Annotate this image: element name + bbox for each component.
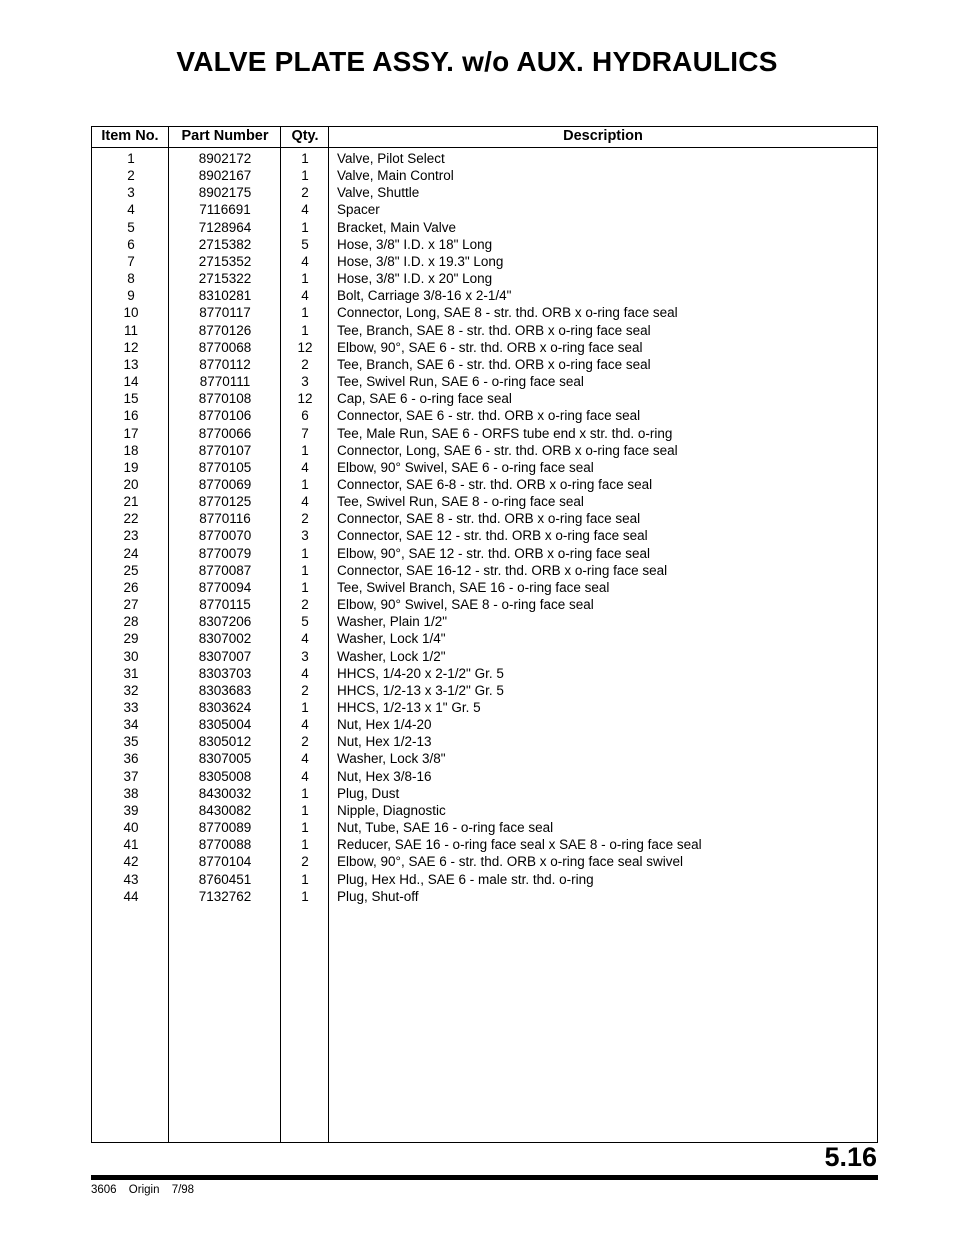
part-number-cell: 8430032	[198, 785, 252, 801]
qty-cell: 2	[301, 511, 309, 527]
item-no-cell: 2	[127, 168, 135, 184]
item-no-cell: 29	[123, 631, 139, 647]
part-number-cell: 8307206	[198, 614, 252, 630]
description-cell: Washer, Plain 1/2"	[337, 614, 448, 630]
item-no-cell: 12	[123, 339, 139, 355]
qty-cell: 6	[301, 408, 309, 424]
item-no-cell: 24	[123, 545, 139, 561]
qty-cell: 1	[301, 837, 309, 853]
part-number-cell: 8770089	[198, 820, 252, 836]
description-cell: Nut, Hex 3/8-16	[337, 768, 432, 784]
item-no-cell: 36	[123, 751, 139, 767]
part-number-cell: 8307005	[198, 751, 252, 767]
part-number-cell: 2715322	[198, 271, 252, 287]
item-no-cell: 39	[123, 802, 139, 818]
item-no-cell: 9	[127, 288, 135, 304]
description-cell: Nut, Hex 1/4-20	[337, 717, 432, 733]
description-cell: Connector, SAE 6 - str. thd. ORB x o-ring face seal	[337, 408, 641, 424]
part-number-cell: 8770115	[199, 597, 251, 613]
item-no-cell: 3	[127, 185, 135, 201]
qty-cell: 1	[301, 579, 309, 595]
part-number-cell: 7116691	[199, 202, 251, 218]
part-number-cell: 8770104	[198, 854, 252, 870]
item-no-cell: 5	[127, 219, 135, 235]
qty-cell: 4	[301, 459, 309, 475]
qty-cell: 1	[301, 820, 309, 836]
item-no-cell: 37	[123, 768, 139, 784]
part-number-cell: 8770106	[198, 408, 252, 424]
item-no-cell: 35	[123, 734, 139, 750]
qty-cell: 1	[301, 871, 309, 887]
qty-cell: 1	[301, 785, 309, 801]
qty-cell: 4	[301, 202, 309, 218]
description-cell: Tee, Male Run, SAE 6 - ORFS tube end x str. thd. o-ring	[337, 425, 673, 441]
qty-cell: 5	[301, 236, 309, 252]
parts-table	[91, 126, 878, 1143]
qty-cell: 2	[301, 356, 309, 372]
part-number-cell: 8770116	[199, 511, 251, 527]
item-no-cell: 8	[127, 271, 135, 287]
description-cell: Nut, Tube, SAE 16 - o-ring face seal	[337, 820, 554, 836]
qty-cell: 4	[301, 494, 309, 510]
part-number-cell: 2715352	[198, 253, 252, 269]
item-no-cell: 27	[123, 597, 139, 613]
item-no-cell: 19	[123, 459, 139, 475]
qty-cell: 3	[301, 648, 309, 664]
part-number-cell: 8770112	[199, 356, 251, 372]
part-number-cell: 8770126	[198, 322, 252, 338]
footer-model: 3606	[91, 1184, 117, 1196]
qty-cell: 1	[301, 802, 309, 818]
item-no-cell: 23	[123, 528, 139, 544]
description-cell: Washer, Lock 1/2"	[337, 648, 446, 664]
item-no-cell: 31	[123, 665, 139, 681]
part-number-cell: 8770125	[198, 494, 252, 510]
part-number-cell: 8303703	[198, 665, 252, 681]
qty-cell: 1	[301, 168, 309, 184]
qty-cell: 1	[301, 271, 309, 287]
description-cell: Hose, 3/8" I.D. x 20" Long	[337, 271, 493, 287]
qty-cell: 3	[301, 374, 309, 390]
part-number-cell: 8305008	[198, 768, 252, 784]
item-no-cell: 26	[123, 579, 139, 595]
item-no-cell: 1	[127, 151, 135, 166]
description-cell: Elbow, 90°, SAE 6 - str. thd. ORB x o-ring face seal swivel	[337, 854, 684, 870]
description-header: Description	[329, 127, 877, 148]
description-column	[328, 127, 877, 1142]
item-no-cell: 28	[123, 614, 139, 630]
description-cell: Plug, Shut-off	[337, 888, 419, 904]
part-number-cell: 8770087	[198, 562, 252, 578]
description-cell: Elbow, 90°, SAE 12 - str. thd. ORB x o-ring face seal	[337, 545, 651, 561]
part-number-cell: 7132762	[198, 888, 252, 904]
description-cell: HHCS, 1/2-13 x 3-1/2" Gr. 5	[337, 682, 504, 698]
description-cell: Plug, Dust	[337, 785, 400, 801]
part-number-cell: 8770111	[199, 374, 251, 390]
qty-cell: 1	[301, 888, 309, 904]
item-no-cell: 17	[123, 425, 139, 441]
item-no-cell: 7	[127, 253, 135, 269]
description-cell: Hose, 3/8" I.D. x 19.3" Long	[337, 253, 504, 269]
description-cell: Washer, Lock 3/8"	[337, 751, 446, 767]
part-number-cell: 8902172	[198, 151, 252, 166]
qty-cell: 2	[301, 734, 309, 750]
item-no-cell: 14	[123, 374, 139, 390]
qty-cell: 1	[301, 305, 309, 321]
part-number-cell: 8770107	[198, 442, 252, 458]
qty-cell: 1	[301, 545, 309, 561]
description-cell: Valve, Shuttle	[337, 185, 420, 201]
item-no-cell: 32	[123, 682, 139, 698]
qty-cell: 4	[301, 717, 309, 733]
item-no-cell: 11	[123, 322, 138, 338]
qty-cell: 4	[301, 253, 309, 269]
qty-cell: 7	[301, 425, 309, 441]
qty-cell: 2	[301, 185, 309, 201]
item-no-cell: 25	[123, 562, 139, 578]
part-number-cell: 8305012	[198, 734, 252, 750]
item-no-cell: 20	[123, 476, 139, 492]
part-number-cell: 8307007	[198, 648, 252, 664]
part-number-cell: 8770079	[198, 545, 252, 561]
description-cell: Connector, SAE 8 - str. thd. ORB x o-ring face seal	[337, 511, 641, 527]
description-cell: Connector, SAE 12 - str. thd. ORB x o-ring face seal	[337, 528, 648, 544]
qty-cell: 1	[301, 219, 309, 235]
description-cell: Hose, 3/8" I.D. x 18" Long	[337, 236, 493, 252]
description-cell: Elbow, 90° Swivel, SAE 6 - o-ring face seal	[337, 459, 594, 475]
part-number-cell: 8760451	[198, 871, 252, 887]
description-cell: Bolt, Carriage 3/8-16 x 2-1/4"	[337, 288, 512, 304]
footer-text	[91, 1184, 203, 1196]
item-no-cell: 13	[123, 356, 139, 372]
item-no-cell: 42	[123, 854, 139, 870]
item-no-cell: 38	[123, 785, 139, 801]
qty-cell: 1	[301, 700, 309, 715]
description-cell: Tee, Swivel Branch, SAE 16 - o-ring face seal	[337, 579, 610, 595]
qty-cell: 1	[301, 322, 309, 338]
item-no-cell: 15	[123, 391, 139, 407]
qty-cell: 2	[301, 597, 309, 613]
qty-cell: 1	[301, 562, 309, 578]
qty-cell: 2	[301, 682, 309, 698]
item-no-cell: 6	[127, 236, 135, 252]
description-cell: Connector, Long, SAE 8 - str. thd. ORB x o-ring face seal	[337, 305, 678, 321]
item-no-cell: 33	[123, 700, 139, 715]
qty-column	[280, 127, 329, 1142]
qty-cell: 4	[301, 665, 309, 681]
description-cell: Bracket, Main Valve	[337, 219, 457, 235]
description-cell: Valve, Main Control	[337, 168, 454, 184]
qty-header: Qty.	[281, 127, 329, 148]
description-cell: Washer, Lock 1/4"	[337, 631, 446, 647]
description-cell: Connector, SAE 6-8 - str. thd. ORB x o-ring face seal	[337, 476, 653, 492]
part-number-cell: 8770105	[198, 459, 252, 475]
item-no-column	[92, 127, 168, 1142]
description-cell: Connector, Long, SAE 6 - str. thd. ORB x o-ring face seal	[337, 442, 678, 458]
part-number-cell: 8770094	[198, 579, 252, 595]
part-number-cell: 2715382	[198, 236, 252, 252]
item-no-header: Item No.	[92, 127, 168, 148]
item-no-cell: 16	[123, 408, 139, 424]
description-cell: Elbow, 90° Swivel, SAE 8 - o-ring face seal	[337, 597, 594, 613]
description-cell: Nut, Hex 1/2-13	[337, 734, 432, 750]
part-number-cell: 8305004	[198, 717, 252, 733]
description-cell: Valve, Pilot Select	[337, 151, 445, 166]
part-number-cell: 8770069	[198, 476, 252, 492]
item-no-cell: 44	[123, 888, 139, 904]
part-number-column	[168, 127, 281, 1142]
item-no-cell: 43	[123, 871, 139, 887]
qty-cell: 2	[301, 854, 309, 870]
page-number: 5.16	[824, 1142, 877, 1172]
description-cell: Elbow, 90°, SAE 6 - str. thd. ORB x o-ring face seal	[337, 339, 643, 355]
description-cell: Reducer, SAE 16 - o-ring face seal x SAE 8 - o-ring face seal	[337, 837, 702, 853]
qty-cell: 1	[301, 442, 309, 458]
part-number-cell: 8307002	[198, 631, 252, 647]
item-no-cell: 34	[123, 717, 139, 733]
qty-cell: 4	[301, 288, 309, 304]
description-cell: Tee, Branch, SAE 8 - str. thd. ORB x o-ring face seal	[337, 322, 651, 338]
item-no-cell: 21	[123, 494, 139, 510]
qty-cell: 4	[301, 631, 309, 647]
description-cell: Nipple, Diagnostic	[337, 802, 446, 818]
part-number-cell: 8770070	[198, 528, 252, 544]
description-cell: Tee, Branch, SAE 6 - str. thd. ORB x o-ring face seal	[337, 356, 651, 372]
item-no-cell: 22	[123, 511, 139, 527]
qty-cell: 4	[301, 751, 309, 767]
description-cell: Cap, SAE 6 - o-ring face seal	[337, 391, 512, 407]
part-number-cell: 7128964	[198, 219, 252, 235]
part-number-cell: 8430082	[198, 802, 252, 818]
qty-cell: 5	[301, 614, 309, 630]
qty-cell: 4	[301, 768, 309, 784]
item-no-cell: 10	[123, 305, 139, 321]
part-number-cell: 8770088	[198, 837, 252, 853]
part-number-cell: 8303624	[198, 700, 252, 715]
description-cell: Plug, Hex Hd., SAE 6 - male str. thd. o-ring	[337, 871, 594, 887]
item-no-cell: 40	[123, 820, 139, 836]
part-number-cell: 8770066	[198, 425, 252, 441]
description-cell: Connector, SAE 16-12 - str. thd. ORB x o-ring face seal	[337, 562, 668, 578]
qty-cell: 12	[297, 391, 313, 407]
qty-cell: 1	[301, 151, 309, 166]
part-number-cell: 8902175	[198, 185, 252, 201]
part-number-cell: 8310281	[198, 288, 252, 304]
part-number-header: Part Number	[169, 127, 281, 148]
part-number-cell: 8303683	[198, 682, 252, 698]
page-title: VALVE PLATE ASSY. w/o AUX. HYDRAULICS	[176, 46, 778, 77]
item-no-cell: 30	[123, 648, 139, 664]
item-no-cell: 18	[123, 442, 139, 458]
item-no-cell: 4	[127, 202, 135, 218]
description-cell: HHCS, 1/2-13 x 1" Gr. 5	[337, 700, 481, 715]
qty-cell: 3	[301, 528, 309, 544]
qty-cell: 1	[301, 476, 309, 492]
qty-cell: 12	[297, 339, 313, 355]
description-cell: Tee, Swivel Run, SAE 6 - o-ring face seal	[337, 374, 584, 390]
part-number-cell: 8770068	[198, 339, 252, 355]
part-number-cell: 8770117	[199, 305, 251, 321]
description-cell: Tee, Swivel Run, SAE 8 - o-ring face seal	[337, 494, 584, 510]
part-number-cell: 8902167	[198, 168, 252, 184]
item-no-cell: 41	[123, 837, 139, 853]
footer-label: Origin	[128, 1184, 160, 1196]
description-cell: HHCS, 1/4-20 x 2-1/2" Gr. 5	[337, 665, 504, 681]
footer-rule	[91, 1175, 878, 1180]
part-number-cell: 8770108	[198, 391, 252, 407]
footer-date: 7/98	[171, 1184, 195, 1196]
description-cell: Spacer	[337, 202, 380, 218]
